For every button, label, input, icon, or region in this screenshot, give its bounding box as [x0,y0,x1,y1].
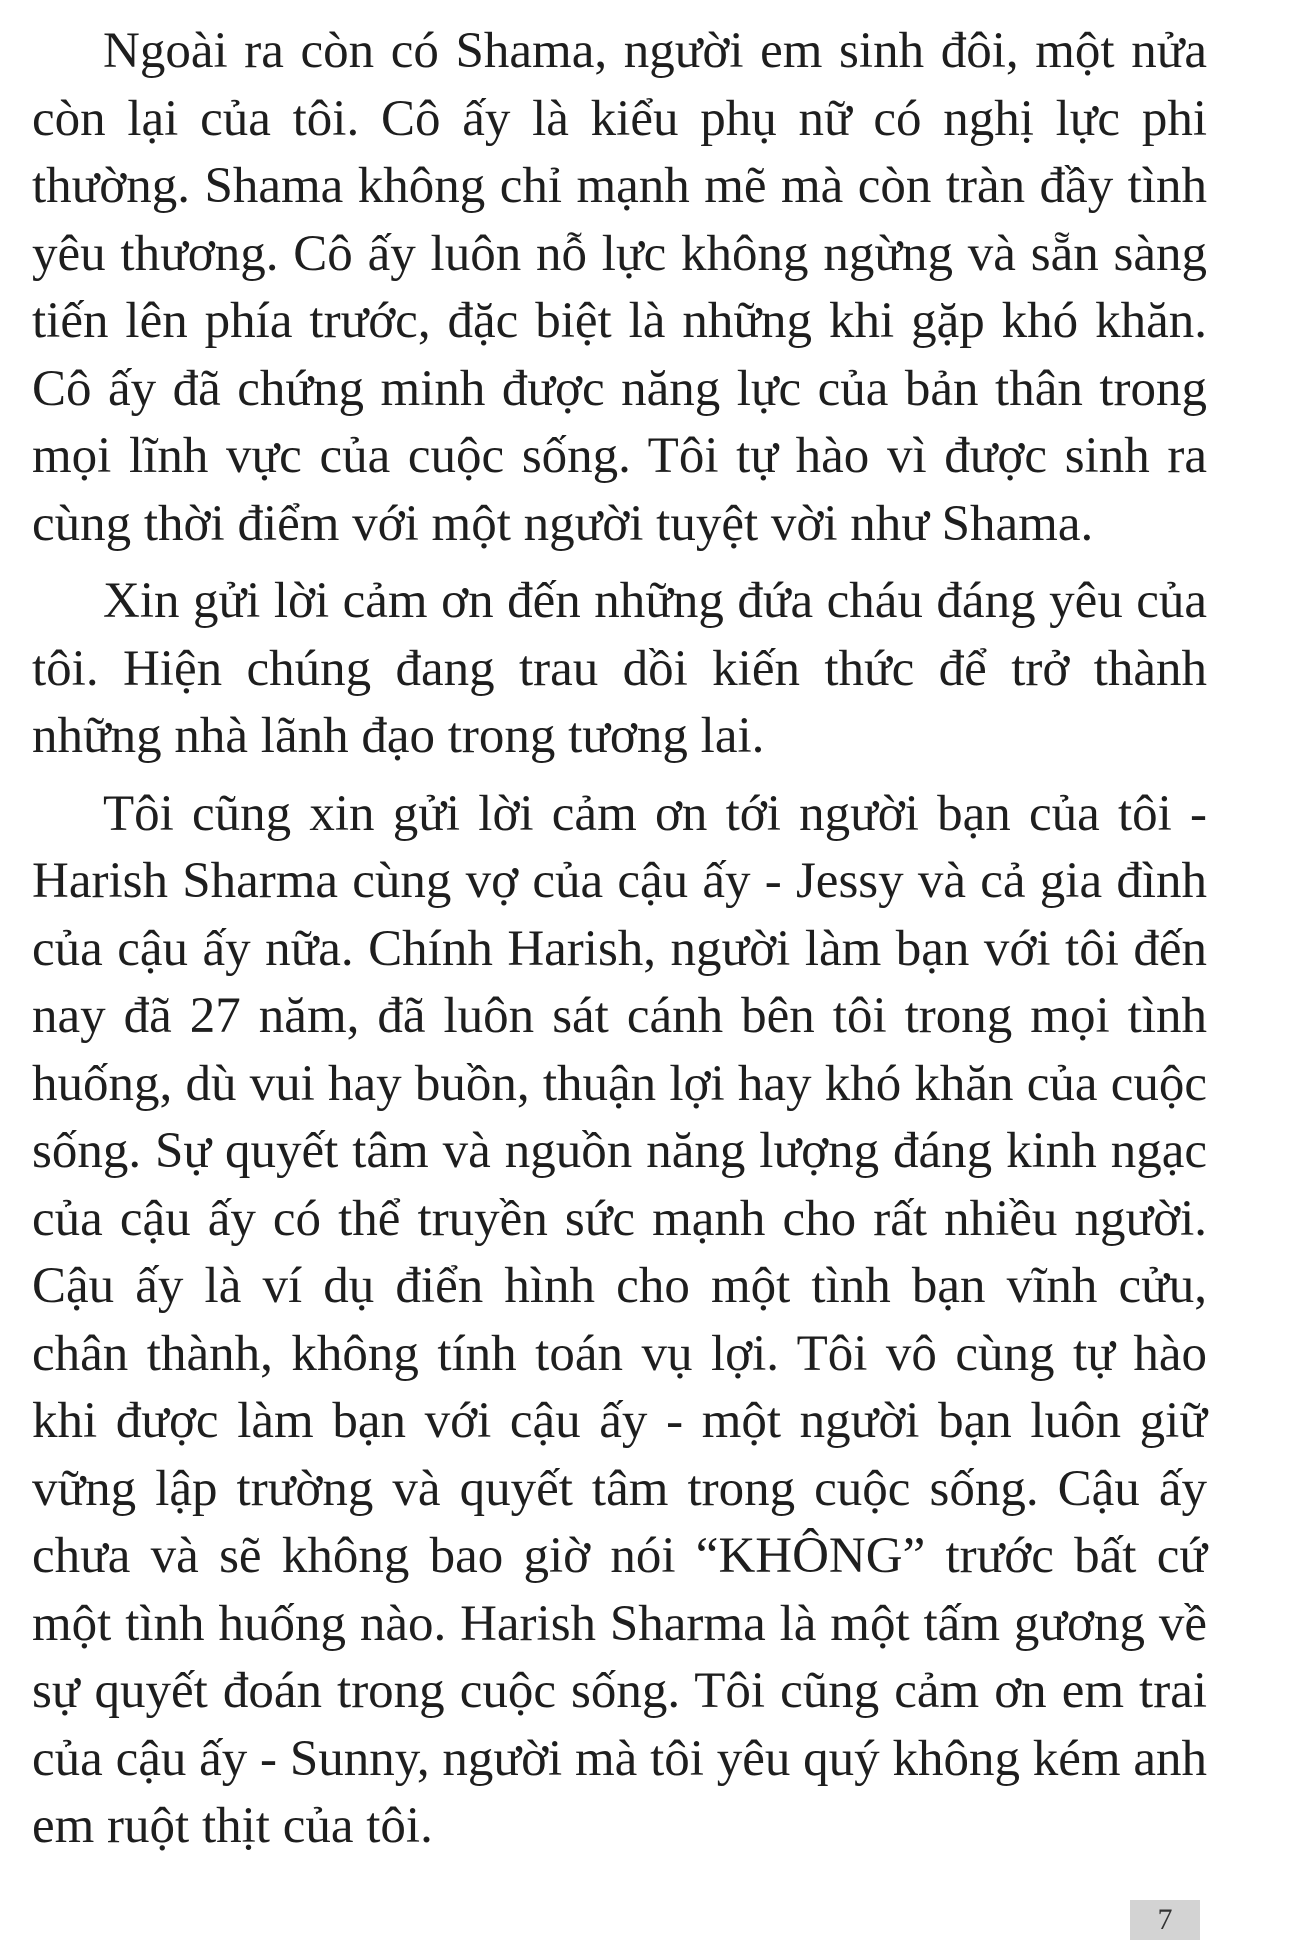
paragraph-harish-sharma: Tôi cũng xin gửi lời cảm ơn tới người bạn của tôi - Harish Sharma cùng vợ của cậu ấy - Jessy và cả gia đình của cậu ấy nữa. Chính Harish, người làm bạn với tôi đến nay đã 27 năm, đã luôn sát cánh bên tôi trong mọi tình huống, dù vui hay buồn, thuận lợi hay khó khăn của cuộc sống. Sự quyết tâm và nguồn năng lượng đáng kinh ngạc của cậu ấy có thể truyền sức mạnh cho rất nhiều người. Cậu ấy là ví dụ điển hình cho một tình bạn vĩnh cửu, chân thành, không tính toán vụ lợi. Tôi vô cùng tự hào khi được làm bạn với cậu ấy - một người bạn luôn giữ vững lập trường và quyết tâm trong cuộc sống. Cậu ấy chưa và sẽ không bao giờ nói “KHÔNG” trước bất cứ một tình huống nào. Harish Sharma là một tấm gương về sự quyết đoán trong cuộc sống. Tôi cũng cảm ơn em trai của cậu ấy - Sunny, người mà tôi yêu quý không kém anh em ruột thịt của tôi. [32,785,1207,1854]
paragraph-nieces-nephews: Xin gửi lời cảm ơn đến những đứa cháu đáng yêu của tôi. Hiện chúng đang trau dồi kiến thức để trở thành những nhà lãnh đạo trong tương lai. [32,573,1207,764]
page-number: 7 [1130,1900,1200,1940]
paragraph-shama: Ngoài ra còn có Shama, người em sinh đôi, một nửa còn lại của tôi. Cô ấy là kiểu phụ nữ có nghị lực phi thường. Shama không chỉ mạnh mẽ mà còn tràn đầy tình yêu thương. Cô ấy luôn nỗ lực không ngừng và sẵn sàng tiến lên phía trước, đặc biệt là những khi gặp khó khăn. Cô ấy đã chứng minh được năng lực của bản thân trong mọi lĩnh vực của cuộc sống. Tôi tự hào vì được sinh ra cùng thời điểm với một người tuyệt vời như Shama. [32,23,1207,552]
page-body [32,18,1207,1871]
